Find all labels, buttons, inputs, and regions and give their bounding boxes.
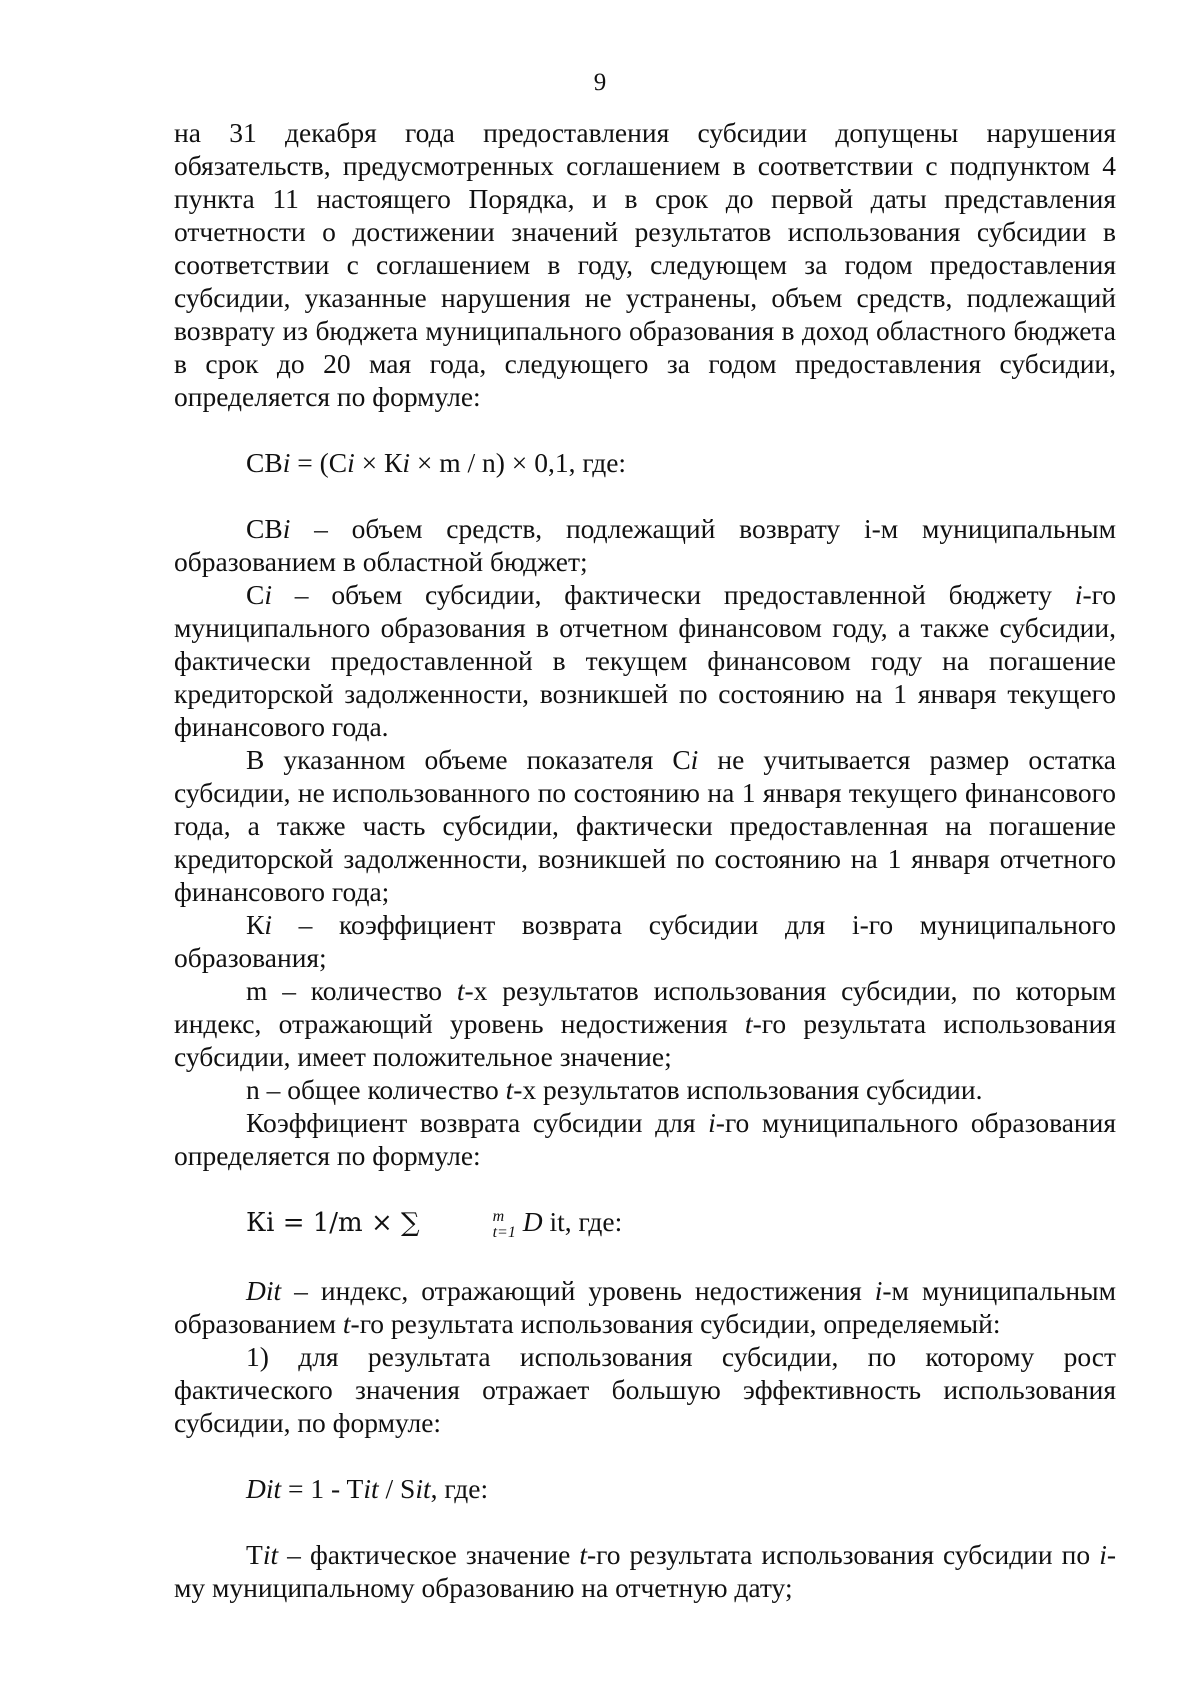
sum-upper-limit: m bbox=[492, 1208, 505, 1225]
paragraph-case-1: 1) для результата использования субсидии, по которому рост фактического значения отражает большую эффективность использования субсидии, по формуле: bbox=[174, 1341, 1116, 1438]
var: i bbox=[1099, 1539, 1107, 1570]
formula-text: = 1 - T bbox=[281, 1473, 364, 1504]
formula-var: D bbox=[515, 1206, 543, 1237]
text: не учитывается размер остатка субсидии, не использованного по состоянию на 1 января текущего финансового года, а также часть субсидии, фактически предоставленная на погашение кредиторской задолженности, возникшей по состоянию на 1 января отчетного финансового года; bbox=[174, 744, 1116, 907]
paragraph-cvi-definition bbox=[174, 512, 1116, 578]
sum-lower-limit: t=1 bbox=[492, 1224, 516, 1241]
text: n – общее количество bbox=[246, 1074, 506, 1105]
text: -х результатов использования субсидии. bbox=[513, 1074, 983, 1105]
var: Dit bbox=[246, 1275, 282, 1306]
formula-var: i bbox=[282, 447, 291, 478]
var: i bbox=[264, 909, 272, 940]
text: -х результатов использования субсидии, по которым индекс, отражающий уровень недостижения bbox=[174, 975, 1116, 1039]
formula-text: СВ bbox=[246, 447, 283, 478]
var: t bbox=[579, 1539, 587, 1570]
var: t bbox=[505, 1074, 514, 1105]
text: m – количество bbox=[246, 975, 457, 1006]
var: t bbox=[342, 1308, 351, 1339]
formula-var: it bbox=[363, 1473, 379, 1504]
formula-dit bbox=[174, 1472, 1116, 1505]
text: -го муниципального образования определяется по формуле: bbox=[174, 1107, 1116, 1171]
paragraph-dit-definition bbox=[174, 1274, 1116, 1340]
formula-text: / S bbox=[378, 1473, 416, 1504]
document-body bbox=[174, 116, 1116, 1604]
var: i bbox=[1074, 579, 1083, 610]
text: С bbox=[246, 579, 265, 610]
formula-text: , где: bbox=[430, 1473, 489, 1504]
var: t bbox=[744, 1008, 753, 1039]
formula-var: i bbox=[347, 447, 355, 478]
paragraph-n-definition bbox=[174, 1073, 1116, 1106]
formula-var: i bbox=[402, 447, 410, 478]
page-number: 9 bbox=[593, 69, 607, 96]
formula-ki bbox=[174, 1205, 1116, 1241]
var: i bbox=[690, 744, 699, 775]
text: T bbox=[246, 1539, 263, 1570]
paragraph-tit-definition bbox=[174, 1538, 1116, 1604]
paragraph-m-definition bbox=[174, 974, 1116, 1073]
text: Коэффициент возврата субсидии для bbox=[246, 1107, 709, 1138]
formula-var: it bbox=[415, 1473, 431, 1504]
paragraph-ki-formula-intro bbox=[174, 1106, 1116, 1172]
text: – объем субсидии, фактически предоставленной бюджету bbox=[271, 579, 1075, 610]
paragraph-ci-definition bbox=[174, 578, 1116, 743]
formula-text: it, где: bbox=[542, 1206, 623, 1237]
var: it bbox=[262, 1539, 279, 1570]
text: -го муниципального образования в отчетном финансовом году, а также субсидии, фактически предоставленной в текущем финансовом году на погашение кредиторской задолженности, возникшей по состоянию на 1 января текущего финансового года. bbox=[174, 579, 1116, 742]
text: – фактическое значение bbox=[278, 1539, 580, 1570]
text: -му муниципальному образованию на отчетную дату; bbox=[174, 1539, 1117, 1603]
var: i bbox=[708, 1107, 716, 1138]
formula-text: = (С bbox=[290, 447, 348, 478]
text: – объем средств, подлежащий возврату i-м муниципальным образованием в областной бюджет; bbox=[174, 513, 1116, 577]
paragraph-ci-exclusion bbox=[174, 743, 1116, 908]
var: i bbox=[874, 1275, 883, 1306]
formula-text: × К bbox=[354, 447, 403, 478]
formula-var: Dit bbox=[246, 1473, 282, 1504]
paragraph-ki-definition bbox=[174, 908, 1116, 974]
text: – коэффициент возврата субсидии для i-го муниципального образования; bbox=[174, 909, 1116, 973]
text: В указанном объеме показателя С bbox=[246, 744, 691, 775]
formula-text: Кi = 1/m × ∑ bbox=[246, 1208, 420, 1238]
text: – индекс, отражающий уровень недостижения bbox=[281, 1275, 875, 1306]
paragraph-intro: на 31 декабря года предоставления субсидии допущены нарушения обязательств, предусмотренных соглашением в соответствии с подпунктом 4 пункта 11 настоящего Порядка, и в срок до первой даты представления отчетности о достижении значений результатов использования субсидии в соответствии с соглашением в году, следующем за годом предоставления субсидии, указанные нарушения не устранены, объем средств, подлежащий возврату из бюджета муниципального образования в доход областного бюджета в срок до 20 мая года, следующего за годом предоставления субсидии, определяется по формуле: bbox=[174, 117, 1116, 412]
formula-text: × m / n) × 0,1, где: bbox=[409, 447, 627, 478]
text: -го результата использования субсидии, имеет положительное значение; bbox=[174, 1008, 1116, 1072]
formula-cvi bbox=[174, 446, 1116, 479]
text: -го результата использования субсидии по bbox=[587, 1539, 1100, 1570]
sum-limits bbox=[421, 1209, 516, 1241]
text: -го результата использования субсидии, определяемый: bbox=[350, 1308, 1001, 1339]
var: i bbox=[282, 513, 291, 544]
text: К bbox=[246, 909, 265, 940]
text: -м муниципальным образованием bbox=[174, 1275, 1116, 1339]
var: i bbox=[264, 579, 272, 610]
text: СВ bbox=[246, 513, 283, 544]
var: t bbox=[456, 975, 465, 1006]
